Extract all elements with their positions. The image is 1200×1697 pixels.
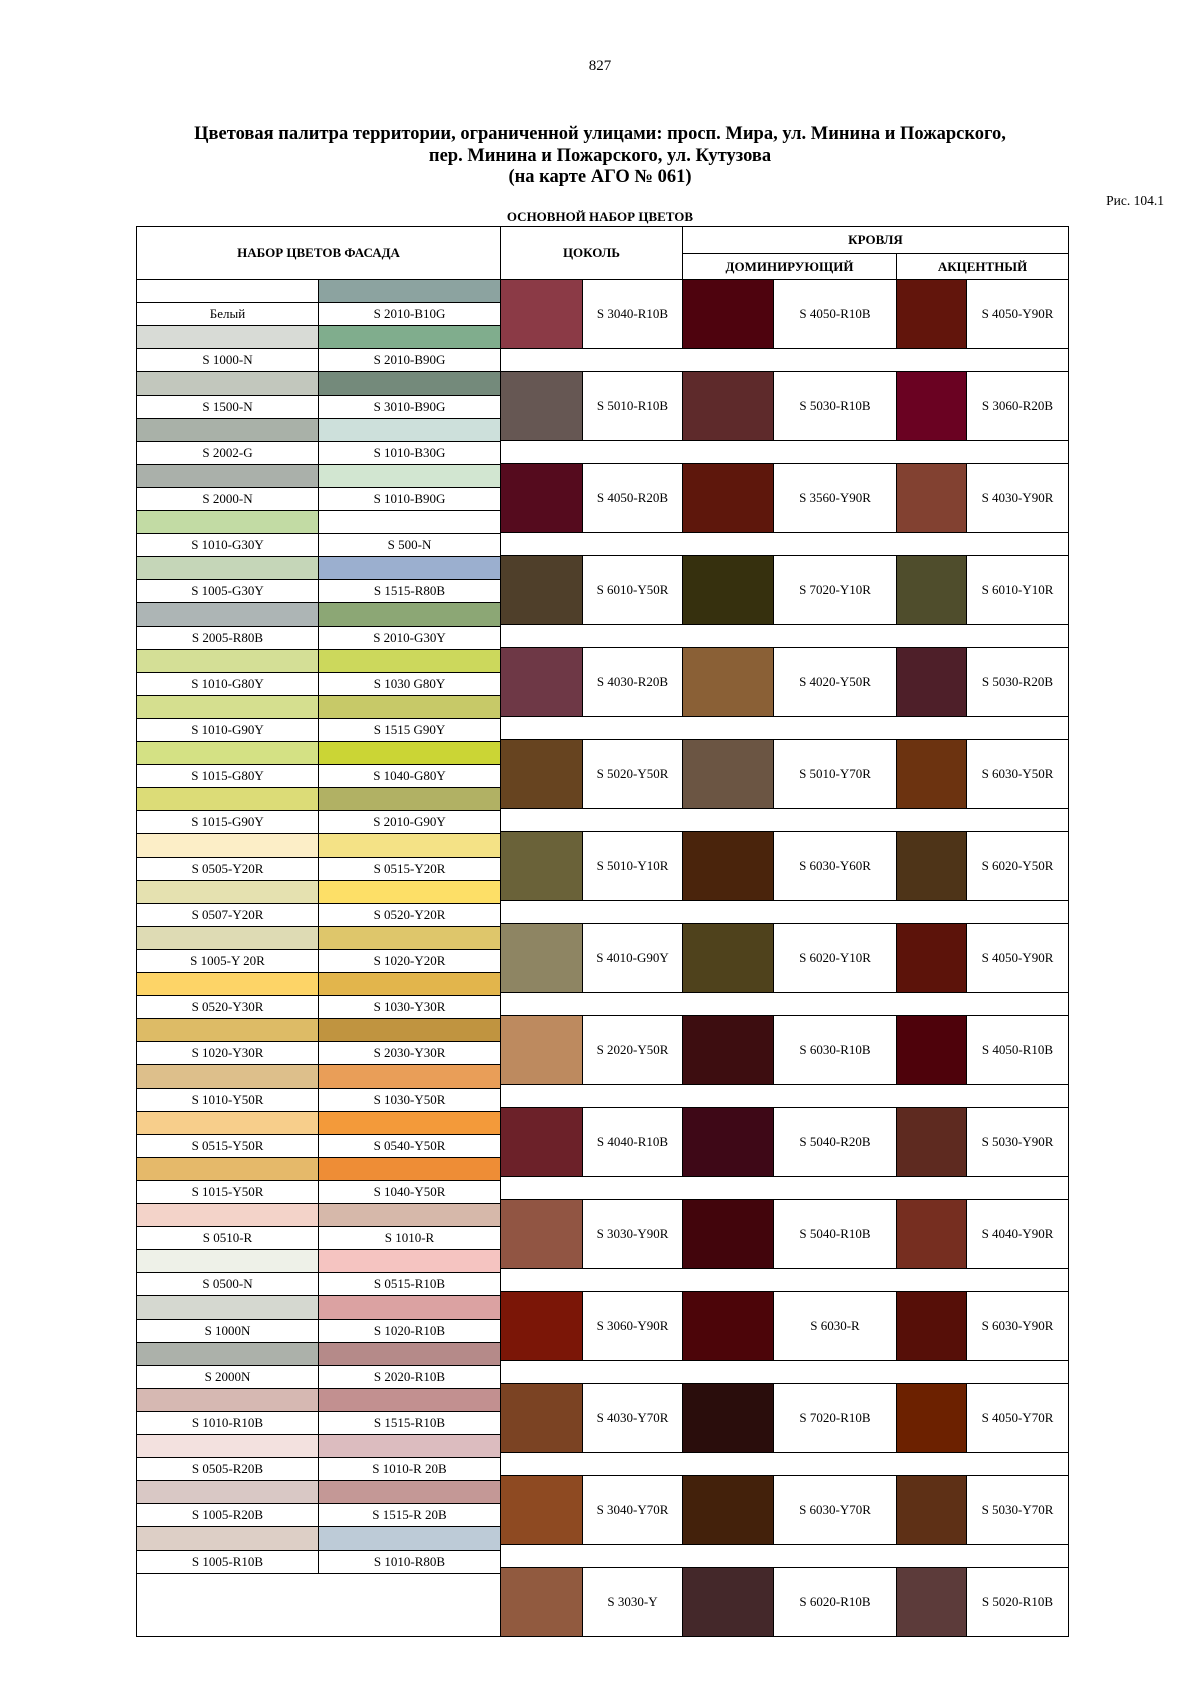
group-separator [500,1452,1069,1476]
accent-color-label: S 5030-Y90R [966,1107,1069,1177]
facade-swatch [136,510,319,534]
group-separator [500,900,1069,924]
facade-swatch [136,1249,319,1273]
facade-color-label: S 1005-R10B [136,1550,319,1574]
facade-swatch [136,1064,319,1089]
roof-header: КРОВЛЯ [682,226,1069,254]
dominant-color-label: S 7020-Y10R [773,555,897,625]
plinth-color-label: S 5020-Y50R [582,739,683,809]
facade-color-label: S 1515-R10B [318,1411,501,1435]
facade-color-label: S 1020-Y20R [318,949,501,973]
facade-swatch [136,880,319,904]
dominant-swatch [682,739,774,809]
title-line-2: пер. Минина и Пожарского, ул. Кутузова [428,145,772,166]
group-separator [500,532,1069,556]
facade-swatch [318,371,501,396]
dominant-color-label: S 6020-R10B [773,1567,897,1637]
facade-color-label: S 1000-N [136,348,319,372]
facade-color-label: S 1010-G30Y [136,533,319,557]
plinth-swatch [500,463,583,533]
facade-color-label: S 1500-N [136,395,319,419]
facade-color-label: S 1010-Y50R [136,1088,319,1112]
accent-color-label: S 4050-R10B [966,1015,1069,1085]
accent-swatch [896,923,967,993]
plinth-swatch [500,555,583,625]
group-separator [500,992,1069,1016]
facade-swatch [136,418,319,442]
facade-swatch [318,649,501,673]
facade-swatch [136,1480,319,1504]
facade-color-label: S 2005-R80B [136,626,319,650]
facade-color-label: S 2000-N [136,487,319,511]
facade-color-label: S 1020-R10B [318,1319,501,1343]
facade-swatch [136,1295,319,1320]
facade-swatch [136,1434,319,1458]
facade-swatch [136,1342,319,1366]
dominant-color-label: S 5040-R10B [773,1199,897,1269]
facade-color-label: S 2002-G [136,441,319,465]
plinth-swatch [500,1015,583,1085]
facade-swatch [136,833,319,858]
plinth-swatch [500,923,583,993]
dominant-color-label: S 6030-R [773,1291,897,1361]
plinth-color-label: S 3060-Y90R [582,1291,683,1361]
facade-color-label: S 1015-Y50R [136,1180,319,1204]
plinth-swatch [500,371,583,441]
facade-color-label: S 1515 G90Y [318,718,501,742]
facade-swatch [136,371,319,396]
facade-color-label: S 1515-R80B [318,579,501,603]
facade-color-label: S 1005-G30Y [136,579,319,603]
facade-color-label: S 1515-R 20B [318,1503,501,1527]
facade-color-label: S 2010-G90Y [318,810,501,834]
facade-swatch [318,1526,501,1551]
facade-swatch [318,1342,501,1366]
facade-swatch [318,1295,501,1320]
facade-color-label: S 2010-G30Y [318,626,501,650]
accent-swatch [896,647,967,717]
plinth-swatch [500,279,583,349]
title-line-1: Цветовая палитра территории, ограниченной улицами: просп. Мира, ул. Минина и Пожарского, [194,124,1006,144]
plinth-color-label: S 4030-Y70R [582,1383,683,1453]
facade-swatch [136,1526,319,1551]
group-separator [500,440,1069,464]
accent-color-label: S 4050-Y90R [966,279,1069,349]
facade-color-label: S 2030-Y30R [318,1041,501,1065]
facade-color-label: S 1030-Y30R [318,995,501,1019]
facade-color-label: S 0510-R [136,1226,319,1250]
facade-swatch [318,1434,501,1458]
facade-swatch [318,556,501,580]
facade-swatch [318,464,501,488]
accent-color-label: S 6030-Y90R [966,1291,1069,1361]
accent-swatch [896,1475,967,1545]
group-separator [500,1360,1069,1384]
accent-swatch [896,555,967,625]
facade-swatch [318,1111,501,1135]
facade-swatch [136,279,319,303]
facade-color-label: S 2010-B10G [318,302,501,326]
group-separator [500,348,1069,372]
facade-color-label: S 1010-R [318,1226,501,1250]
facade-swatch [318,510,501,534]
plinth-swatch [500,1567,583,1637]
accent-swatch [896,739,967,809]
plinth-swatch [500,1107,583,1177]
plinth-swatch [500,1383,583,1453]
plinth-color-label: S 3040-R10B [582,279,683,349]
facade-swatch [318,1018,501,1042]
facade-color-label: S 1000N [136,1319,319,1343]
plinth-color-label: S 3040-Y70R [582,1475,683,1545]
facade-color-label: S 1010-R10B [136,1411,319,1435]
facade-swatch [136,464,319,488]
group-separator [500,624,1069,648]
facade-swatch [318,741,501,765]
facade-swatch [318,1203,501,1227]
facade-color-label: S 0540-Y50R [318,1134,501,1158]
facade-swatch [318,1064,501,1089]
facade-color-label: S 1010-B90G [318,487,501,511]
facade-color-label: S 3010-B90G [318,395,501,419]
dominant-color-label: S 6030-Y60R [773,831,897,901]
facade-color-label: S 1005-Y 20R [136,949,319,973]
figure-label: Рис. 104.1 [1106,193,1164,208]
dominant-swatch [682,1567,774,1637]
facade-color-label: S 1010-R80B [318,1550,501,1574]
dominant-swatch [682,371,774,441]
group-separator [500,1268,1069,1292]
group-separator [500,1544,1069,1568]
accent-swatch [896,1291,967,1361]
accent-swatch [896,1199,967,1269]
dominant-color-label: S 5030-R10B [773,371,897,441]
facade-color-label: S 2010-B90G [318,348,501,372]
dominant-swatch [682,1199,774,1269]
facade-color-label: S 0505-Y20R [136,857,319,881]
accent-swatch [896,1015,967,1085]
dominant-swatch [682,1383,774,1453]
dominant-swatch [682,923,774,993]
facade-swatch [318,695,501,719]
accent-color-label: S 4050-Y90R [966,923,1069,993]
dominant-color-label: S 7020-R10B [773,1383,897,1453]
page-number: 827 [588,58,612,74]
accent-color-label: S 6010-Y10R [966,555,1069,625]
dominant-color-label: S 6020-Y10R [773,923,897,993]
accent-swatch [896,831,967,901]
plinth-color-label: S 4010-G90Y [582,923,683,993]
facade-swatch [136,556,319,580]
facade-color-label: S 1030-Y50R [318,1088,501,1112]
facade-swatch [318,880,501,904]
facade-swatch [136,1203,319,1227]
facade-swatch [136,649,319,673]
facade-color-label: S 2000N [136,1365,319,1389]
dominant-color-label: S 5040-R20B [773,1107,897,1177]
dominant-color-label: S 6030-Y70R [773,1475,897,1545]
accent-color-label: S 3060-R20B [966,371,1069,441]
facade-swatch [318,1480,501,1504]
facade-swatch [136,1018,319,1042]
dominant-swatch [682,1475,774,1545]
facade-swatch [318,972,501,996]
facade-color-label: S 0500-N [136,1272,319,1296]
facade-color-label: Белый [136,302,319,326]
dominant-swatch [682,1291,774,1361]
facade-swatch [318,279,501,303]
plinth-swatch [500,647,583,717]
plinth-color-label: S 3030-Y90R [582,1199,683,1269]
facade-swatch [136,741,319,765]
facade-color-label: S 1015-G80Y [136,764,319,788]
facade-swatch [318,602,501,627]
facade-color-label: S 1020-Y30R [136,1041,319,1065]
facade-color-label: S 1010-R 20B [318,1457,501,1481]
dominant-color-label: S 4020-Y50R [773,647,897,717]
facade-header: НАБОР ЦВЕТОВ ФАСАДА [136,226,501,280]
facade-color-label: S 0507-Y20R [136,903,319,927]
facade-color-label: S 0520-Y20R [318,903,501,927]
group-separator [500,1084,1069,1108]
facade-color-label: S 500-N [318,533,501,557]
accent-swatch [896,463,967,533]
plinth-header: ЦОКОЛЬ [500,226,683,280]
facade-color-label: S 1030 G80Y [318,672,501,696]
facade-color-label: S 1015-G90Y [136,810,319,834]
dominant-swatch [682,279,774,349]
facade-swatch [136,972,319,996]
dominant-swatch [682,831,774,901]
dominant-swatch [682,463,774,533]
group-separator [500,1176,1069,1200]
facade-color-label: S 1010-G90Y [136,718,319,742]
facade-swatch [136,926,319,950]
plinth-color-label: S 4040-R10B [582,1107,683,1177]
facade-swatch [318,926,501,950]
facade-swatch [136,1388,319,1412]
accent-color-label: S 4050-Y70R [966,1383,1069,1453]
accent-swatch [896,371,967,441]
title-line-3: (на карте АГО № 061) [508,167,692,187]
dominant-swatch [682,1107,774,1177]
facade-swatch [136,325,319,349]
accent-swatch [896,1383,967,1453]
accent-color-label: S 5020-R10B [966,1567,1069,1637]
accent-color-label: S 5030-R20B [966,647,1069,717]
plinth-color-label: S 4050-R20B [582,463,683,533]
facade-color-label: S 0515-R10B [318,1272,501,1296]
facade-swatch [318,418,501,442]
accent-swatch [896,1107,967,1177]
plinth-swatch [500,1199,583,1269]
facade-color-label: S 2020-R10B [318,1365,501,1389]
accent-color-label: S 6020-Y50R [966,831,1069,901]
facade-color-label: S 1010-G80Y [136,672,319,696]
facade-swatch [318,1157,501,1181]
dominant-color-label: S 3560-Y90R [773,463,897,533]
accent-color-label: S 5030-Y70R [966,1475,1069,1545]
group-separator [500,716,1069,740]
accent-swatch [896,1567,967,1637]
dominant-swatch [682,1015,774,1085]
facade-swatch [318,1249,501,1273]
facade-color-label: S 0505-R20B [136,1457,319,1481]
facade-swatch [136,1111,319,1135]
plinth-color-label: S 3030-Y [582,1567,683,1637]
accent-swatch [896,279,967,349]
facade-empty-cell [136,1573,501,1637]
plinth-swatch [500,739,583,809]
plinth-swatch [500,831,583,901]
dominant-swatch [682,647,774,717]
plinth-swatch [500,1475,583,1545]
plinth-color-label: S 6010-Y50R [582,555,683,625]
facade-swatch [136,602,319,627]
accent-color-label: S 4030-Y90R [966,463,1069,533]
dominant-color-label: S 4050-R10B [773,279,897,349]
accent-color-label: S 4040-Y90R [966,1199,1069,1269]
roof-accent-header: АКЦЕНТНЫЙ [896,253,1069,280]
roof-dominant-header: ДОМИНИРУЮЩИЙ [682,253,897,280]
accent-color-label: S 6030-Y50R [966,739,1069,809]
plinth-color-label: S 4030-R20B [582,647,683,717]
facade-swatch [318,833,501,858]
facade-swatch [136,787,319,811]
plinth-color-label: S 5010-R10B [582,371,683,441]
plinth-color-label: S 2020-Y50R [582,1015,683,1085]
group-separator [500,808,1069,832]
facade-color-label: S 1010-B30G [318,441,501,465]
facade-color-label: S 0520-Y30R [136,995,319,1019]
facade-color-label: S 1005-R20B [136,1503,319,1527]
dominant-color-label: S 5010-Y70R [773,739,897,809]
table-title: ОСНОВНОЙ НАБОР ЦВЕТОВ [506,209,694,224]
facade-swatch [318,1388,501,1412]
dominant-swatch [682,555,774,625]
facade-swatch [136,1157,319,1181]
plinth-swatch [500,1291,583,1361]
dominant-color-label: S 6030-R10B [773,1015,897,1085]
facade-color-label: S 1040-Y50R [318,1180,501,1204]
facade-color-label: S 0515-Y20R [318,857,501,881]
facade-color-label: S 1040-G80Y [318,764,501,788]
facade-swatch [136,695,319,719]
facade-swatch [318,787,501,811]
facade-color-label: S 0515-Y50R [136,1134,319,1158]
plinth-color-label: S 5010-Y10R [582,831,683,901]
facade-swatch [318,325,501,349]
